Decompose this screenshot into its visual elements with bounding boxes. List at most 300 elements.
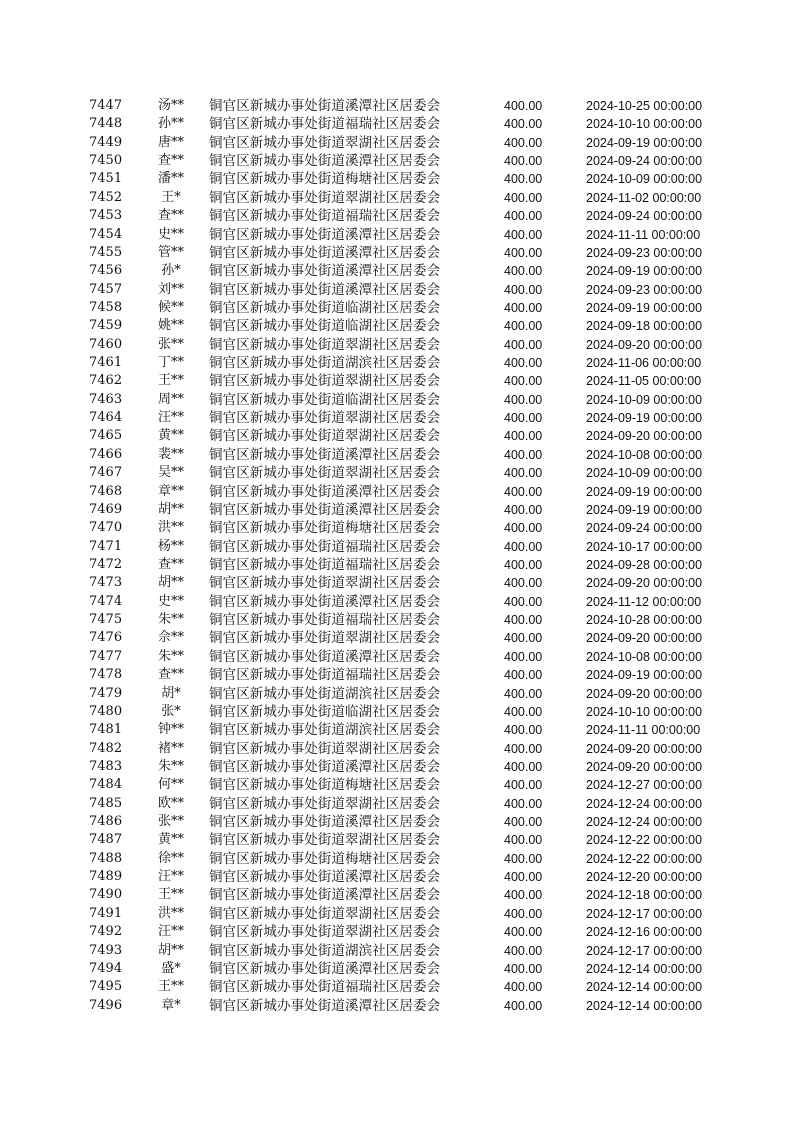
record-id: 7489 [89, 869, 123, 885]
recipient-name: 孙** [157, 116, 184, 132]
amount: 400.00 [504, 447, 543, 462]
recipient-name: 朱** [157, 758, 184, 774]
record-id: 7483 [89, 758, 123, 774]
recipient-name: 汪** [157, 869, 184, 885]
issue-date: 2024-10-17 00:00:00 [586, 539, 703, 554]
table-row [0, 281, 793, 299]
record-id: 7493 [89, 942, 123, 958]
amount: 400.00 [504, 851, 543, 866]
recipient-name: 洪** [157, 520, 184, 536]
table-row [0, 574, 793, 592]
issue-date: 2024-12-17 00:00:00 [586, 906, 703, 921]
recipient-name: 管** [157, 244, 184, 260]
community-committee: 铜官区新城办事处街道溪潭社区居委会 [209, 98, 441, 114]
community-committee: 铜官区新城办事处街道湖滨社区居委会 [209, 942, 441, 959]
record-id: 7478 [89, 667, 123, 683]
issue-date: 2024-10-10 00:00:00 [586, 117, 703, 132]
amount: 400.00 [504, 925, 543, 940]
amount: 400.00 [504, 759, 543, 774]
community-committee: 铜官区新城办事处街道梅塘社区居委会 [209, 850, 441, 867]
recipient-name: 章* [161, 997, 181, 1013]
community-committee: 铜官区新城办事处街道翠湖社区居委会 [209, 905, 441, 922]
amount: 400.00 [504, 833, 543, 848]
community-committee: 铜官区新城办事处街道湖滨社区居委会 [209, 722, 441, 739]
recipient-name: 裴** [157, 446, 184, 462]
amount: 400.00 [504, 484, 543, 499]
record-id: 7481 [89, 722, 123, 738]
table-row [0, 170, 793, 188]
table-row [0, 740, 793, 758]
community-committee: 铜官区新城办事处街道翠湖社区居委会 [209, 189, 441, 206]
table-row [0, 831, 793, 849]
record-id: 7472 [89, 556, 123, 572]
table-row [0, 850, 793, 868]
record-id: 7457 [89, 281, 123, 297]
amount: 400.00 [504, 649, 543, 664]
recipient-name: 张* [161, 703, 181, 719]
issue-date: 2024-12-14 00:00:00 [586, 980, 703, 995]
recipient-name: 唐** [157, 134, 184, 150]
amount: 400.00 [504, 99, 543, 113]
issue-date: 2024-12-17 00:00:00 [586, 943, 703, 958]
record-id: 7477 [89, 648, 123, 664]
issue-date: 2024-09-19 00:00:00 [586, 411, 703, 426]
amount: 400.00 [504, 466, 543, 481]
community-committee: 铜官区新城办事处街道翠湖社区居委会 [209, 410, 441, 427]
issue-date: 2024-09-20 00:00:00 [586, 631, 703, 646]
recipient-name: 佘** [157, 630, 184, 646]
table-row [0, 244, 793, 262]
table-row [0, 317, 793, 335]
record-id: 7486 [89, 814, 123, 830]
issue-date: 2024-12-18 00:00:00 [586, 888, 703, 903]
issue-date: 2024-09-19 00:00:00 [586, 484, 703, 499]
community-committee: 铜官区新城办事处街道福瑞社区居委会 [209, 538, 441, 555]
issue-date: 2024-09-19 00:00:00 [586, 264, 703, 279]
record-id: 7455 [89, 244, 123, 260]
amount: 400.00 [504, 796, 543, 811]
record-id: 7479 [89, 685, 123, 701]
amount: 400.00 [504, 392, 543, 407]
table-row [0, 886, 793, 904]
table-row [0, 611, 793, 629]
recipient-name: 王** [157, 979, 184, 995]
record-id: 7491 [89, 905, 123, 921]
community-committee: 铜官区新城办事处街道溪潭社区居委会 [209, 483, 441, 500]
issue-date: 2024-09-20 00:00:00 [586, 686, 703, 701]
amount: 400.00 [504, 411, 543, 426]
amount: 400.00 [504, 190, 543, 205]
recipient-name: 洪** [157, 905, 184, 921]
issue-date: 2024-09-24 00:00:00 [586, 521, 703, 536]
record-id: 7453 [89, 208, 123, 224]
table-row [0, 923, 793, 941]
issue-date: 2024-10-08 00:00:00 [586, 447, 703, 462]
record-id: 7471 [89, 538, 123, 554]
record-id: 7468 [89, 483, 123, 499]
community-committee: 铜官区新城办事处街道翠湖社区居委会 [209, 795, 441, 812]
amount: 400.00 [504, 870, 543, 885]
issue-date: 2024-10-09 00:00:00 [586, 172, 703, 187]
amount: 400.00 [504, 576, 543, 591]
recipient-name: 史** [157, 226, 184, 242]
record-id: 7488 [89, 850, 123, 866]
community-committee: 铜官区新城办事处街道翠湖社区居委会 [209, 924, 441, 941]
community-committee: 铜官区新城办事处街道湖滨社区居委会 [209, 355, 441, 372]
record-id: 7475 [89, 612, 123, 628]
amount: 400.00 [504, 906, 543, 921]
issue-date: 2024-09-19 00:00:00 [586, 300, 703, 315]
community-committee: 铜官区新城办事处街道溪潭社区居委会 [209, 869, 441, 886]
record-id: 7456 [89, 263, 123, 279]
community-committee: 铜官区新城办事处街道溪潭社区居委会 [209, 281, 441, 298]
amount: 400.00 [504, 686, 543, 701]
community-committee: 铜官区新城办事处街道福瑞社区居委会 [209, 208, 441, 225]
recipient-name: 查** [157, 667, 184, 683]
recipient-name: 刘** [157, 281, 184, 297]
community-committee: 铜官区新城办事处街道福瑞社区居委会 [209, 979, 441, 996]
community-committee: 铜官区新城办事处街道临湖社区居委会 [209, 391, 441, 408]
table-row [0, 464, 793, 482]
community-committee: 铜官区新城办事处街道溪潭社区居委会 [209, 887, 441, 904]
recipient-name: 胡** [157, 501, 184, 517]
record-id: 7495 [89, 979, 123, 995]
community-committee: 铜官区新城办事处街道溪潭社区居委会 [209, 263, 441, 280]
recipient-name: 徐** [157, 850, 184, 866]
table-row [0, 593, 793, 611]
amount: 400.00 [504, 245, 543, 260]
record-id: 7485 [89, 795, 123, 811]
amount: 400.00 [504, 337, 543, 352]
table-row [0, 538, 793, 556]
community-committee: 铜官区新城办事处街道溪潭社区居委会 [209, 997, 441, 1014]
issue-date: 2024-11-11 00:00:00 [586, 723, 701, 738]
recipient-name: 候** [157, 299, 184, 315]
recipient-name: 史** [157, 593, 184, 609]
record-id: 7494 [89, 960, 123, 976]
table-row [0, 776, 793, 794]
table-row [0, 226, 793, 244]
community-committee: 铜官区新城办事处街道溪潭社区居委会 [209, 226, 441, 243]
table-row [0, 721, 793, 739]
issue-date: 2024-09-28 00:00:00 [586, 557, 703, 572]
table-row [0, 336, 793, 354]
table-row [0, 685, 793, 703]
table-row [0, 813, 793, 831]
table-row [0, 427, 793, 445]
table-row [0, 905, 793, 923]
recipient-name: 张** [157, 814, 184, 830]
recipient-name: 黄** [157, 428, 184, 444]
recipient-name: 查** [157, 556, 184, 572]
record-id: 7448 [89, 116, 123, 132]
amount: 400.00 [504, 943, 543, 958]
community-committee: 铜官区新城办事处街道翠湖社区居委会 [209, 336, 441, 353]
amount: 400.00 [504, 374, 543, 389]
issue-date: 2024-12-22 00:00:00 [586, 851, 703, 866]
issue-date: 2024-10-10 00:00:00 [586, 704, 703, 719]
table-row [0, 648, 793, 666]
table-row [0, 501, 793, 519]
community-committee: 铜官区新城办事处街道翠湖社区居委会 [209, 373, 441, 390]
record-id: 7460 [89, 336, 123, 352]
amount: 400.00 [504, 209, 543, 224]
record-id: 7447 [89, 98, 123, 113]
recipient-name: 查** [157, 153, 184, 169]
amount: 400.00 [504, 521, 543, 536]
community-committee: 铜官区新城办事处街道翠湖社区居委会 [209, 575, 441, 592]
amount: 400.00 [504, 668, 543, 683]
issue-date: 2024-12-14 00:00:00 [586, 998, 703, 1013]
community-committee: 铜官区新城办事处街道福瑞社区居委会 [209, 116, 441, 133]
table-row [0, 795, 793, 813]
recipient-name: 王* [161, 189, 181, 205]
issue-date: 2024-09-23 00:00:00 [586, 245, 703, 260]
table-row [0, 372, 793, 390]
issue-date: 2024-11-06 00:00:00 [586, 356, 702, 371]
amount: 400.00 [504, 557, 543, 572]
table-row [0, 446, 793, 464]
table-row [0, 997, 793, 1015]
community-committee: 铜官区新城办事处街道翠湖社区居委会 [209, 740, 441, 757]
record-id: 7467 [89, 465, 123, 481]
recipient-name: 王** [157, 373, 184, 389]
recipient-name: 张** [157, 336, 184, 352]
community-committee: 铜官区新城办事处街道溪潭社区居委会 [209, 446, 441, 463]
issue-date: 2024-12-20 00:00:00 [586, 870, 703, 885]
community-committee: 铜官区新城办事处街道翠湖社区居委会 [209, 630, 441, 647]
record-id: 7451 [89, 171, 123, 187]
community-committee: 铜官区新城办事处街道福瑞社区居委会 [209, 612, 441, 629]
table-row [0, 189, 793, 207]
issue-date: 2024-11-02 00:00:00 [586, 190, 702, 205]
record-id: 7450 [89, 153, 123, 169]
issue-date: 2024-10-08 00:00:00 [586, 649, 703, 664]
recipient-name: 孙* [161, 263, 181, 279]
record-id: 7492 [89, 924, 123, 940]
community-committee: 铜官区新城办事处街道翠湖社区居委会 [209, 465, 441, 482]
issue-date: 2024-09-20 00:00:00 [586, 429, 703, 444]
record-id: 7461 [89, 355, 123, 371]
issue-date: 2024-10-25 00:00:00 [586, 99, 703, 113]
record-id: 7487 [89, 832, 123, 848]
recipient-name: 胡* [161, 685, 181, 701]
record-id: 7454 [89, 226, 123, 242]
recipient-name: 潘** [157, 171, 184, 187]
issue-date: 2024-10-09 00:00:00 [586, 392, 703, 407]
table-row [0, 299, 793, 317]
table-row [0, 703, 793, 721]
table-row [0, 978, 793, 996]
amount: 400.00 [504, 961, 543, 976]
amount: 400.00 [504, 300, 543, 315]
community-committee: 铜官区新城办事处街道梅塘社区居委会 [209, 777, 441, 794]
issue-date: 2024-12-16 00:00:00 [586, 925, 703, 940]
amount: 400.00 [504, 117, 543, 132]
record-id: 7474 [89, 593, 123, 609]
amount: 400.00 [504, 723, 543, 738]
amount: 400.00 [504, 502, 543, 517]
community-committee: 铜官区新城办事处街道翠湖社区居委会 [209, 134, 441, 151]
issue-date: 2024-12-24 00:00:00 [586, 796, 703, 811]
issue-date: 2024-12-14 00:00:00 [586, 961, 703, 976]
amount: 400.00 [504, 154, 543, 169]
community-committee: 铜官区新城办事处街道梅塘社区居委会 [209, 171, 441, 188]
community-committee: 铜官区新城办事处街道溪潭社区居委会 [209, 814, 441, 831]
amount: 400.00 [504, 356, 543, 371]
recipient-name: 钟** [157, 722, 184, 738]
recipient-name: 朱** [157, 648, 184, 664]
record-id: 7463 [89, 391, 123, 407]
issue-date: 2024-09-20 00:00:00 [586, 576, 703, 591]
amount: 400.00 [504, 815, 543, 830]
recipient-name: 姚** [157, 318, 184, 334]
record-id: 7496 [89, 997, 123, 1013]
amount: 400.00 [504, 704, 543, 719]
recipient-name: 黄** [157, 832, 184, 848]
recipient-name: 杨** [157, 538, 184, 554]
recipient-name: 查** [157, 208, 184, 224]
amount: 400.00 [504, 594, 543, 609]
table-row [0, 262, 793, 280]
amount: 400.00 [504, 135, 543, 150]
issue-date: 2024-09-24 00:00:00 [586, 209, 703, 224]
community-committee: 铜官区新城办事处街道溪潭社区居委会 [209, 758, 441, 775]
issue-date: 2024-12-24 00:00:00 [586, 815, 703, 830]
record-id: 7464 [89, 410, 123, 426]
amount: 400.00 [504, 539, 543, 554]
issue-date: 2024-09-18 00:00:00 [586, 319, 703, 334]
recipient-name: 汪** [157, 410, 184, 426]
recipient-name: 胡** [157, 942, 184, 958]
community-committee: 铜官区新城办事处街道溪潭社区居委会 [209, 593, 441, 610]
recipient-name: 汤** [157, 98, 184, 113]
recipient-name: 盛* [161, 960, 181, 976]
table-row [0, 758, 793, 776]
amount: 400.00 [504, 429, 543, 444]
issue-date: 2024-09-20 00:00:00 [586, 741, 703, 756]
record-id: 7482 [89, 740, 123, 756]
table-row [0, 483, 793, 501]
table-row [0, 97, 793, 115]
recipient-name: 何** [157, 777, 184, 793]
recipient-name: 欧** [157, 795, 184, 811]
record-id: 7449 [89, 134, 123, 150]
table-row [0, 354, 793, 372]
community-committee: 铜官区新城办事处街道临湖社区居委会 [209, 703, 441, 720]
amount: 400.00 [504, 282, 543, 297]
amount: 400.00 [504, 888, 543, 903]
table-row [0, 152, 793, 170]
table-row [0, 666, 793, 684]
table-row [0, 556, 793, 574]
record-table [0, 97, 793, 1015]
table-row [0, 960, 793, 978]
recipient-name: 吴** [157, 465, 184, 481]
record-id: 7466 [89, 446, 123, 462]
recipient-name: 朱** [157, 612, 184, 628]
issue-date: 2024-10-09 00:00:00 [586, 466, 703, 481]
record-id: 7462 [89, 373, 123, 389]
community-committee: 铜官区新城办事处街道溪潭社区居委会 [209, 501, 441, 518]
amount: 400.00 [504, 980, 543, 995]
issue-date: 2024-11-12 00:00:00 [586, 594, 702, 609]
issue-date: 2024-09-19 00:00:00 [586, 502, 703, 517]
community-committee: 铜官区新城办事处街道临湖社区居委会 [209, 318, 441, 335]
record-id: 7470 [89, 520, 123, 536]
issue-date: 2024-11-11 00:00:00 [586, 227, 701, 242]
community-committee: 铜官区新城办事处街道翠湖社区居委会 [209, 832, 441, 849]
table-row [0, 868, 793, 886]
table-row [0, 942, 793, 960]
amount: 400.00 [504, 741, 543, 756]
issue-date: 2024-09-23 00:00:00 [586, 282, 703, 297]
table-row [0, 134, 793, 152]
community-committee: 铜官区新城办事处街道湖滨社区居委会 [209, 685, 441, 702]
table-row [0, 519, 793, 537]
amount: 400.00 [504, 227, 543, 242]
community-committee: 铜官区新城办事处街道梅塘社区居委会 [209, 520, 441, 537]
community-committee: 铜官区新城办事处街道溪潭社区居委会 [209, 153, 441, 170]
record-id: 7459 [89, 318, 123, 334]
record-id: 7484 [89, 777, 123, 793]
recipient-name: 丁** [157, 355, 184, 371]
recipient-name: 褚** [157, 740, 184, 756]
issue-date: 2024-10-28 00:00:00 [586, 613, 703, 628]
table-row [0, 409, 793, 427]
community-committee: 铜官区新城办事处街道福瑞社区居委会 [209, 667, 441, 684]
amount: 400.00 [504, 998, 543, 1013]
record-id: 7480 [89, 703, 123, 719]
issue-date: 2024-11-05 00:00:00 [586, 374, 702, 389]
amount: 400.00 [504, 264, 543, 279]
community-committee: 铜官区新城办事处街道溪潭社区居委会 [209, 648, 441, 665]
community-committee: 铜官区新城办事处街道溪潭社区居委会 [209, 244, 441, 261]
issue-date: 2024-09-19 00:00:00 [586, 135, 703, 150]
table-row [0, 207, 793, 225]
table-row [0, 115, 793, 133]
issue-date: 2024-12-27 00:00:00 [586, 778, 703, 793]
issue-date: 2024-09-24 00:00:00 [586, 154, 703, 169]
community-committee: 铜官区新城办事处街道福瑞社区居委会 [209, 556, 441, 573]
recipient-name: 王** [157, 887, 184, 903]
record-id: 7458 [89, 299, 123, 315]
issue-date: 2024-12-22 00:00:00 [586, 833, 703, 848]
community-committee: 铜官区新城办事处街道翠湖社区居委会 [209, 428, 441, 445]
community-committee: 铜官区新城办事处街道溪潭社区居委会 [209, 960, 441, 977]
community-committee: 铜官区新城办事处街道临湖社区居委会 [209, 299, 441, 316]
issue-date: 2024-09-19 00:00:00 [586, 668, 703, 683]
table-row [0, 629, 793, 647]
record-id: 7476 [89, 630, 123, 646]
record-id: 7473 [89, 575, 123, 591]
issue-date: 2024-09-20 00:00:00 [586, 337, 703, 352]
amount: 400.00 [504, 631, 543, 646]
recipient-name: 胡** [157, 575, 184, 591]
recipient-name: 章** [157, 483, 184, 499]
record-id: 7452 [89, 189, 123, 205]
table-row [0, 391, 793, 409]
recipient-name: 周** [157, 391, 184, 407]
record-id: 7469 [89, 501, 123, 517]
record-id: 7490 [89, 887, 123, 903]
recipient-name: 汪** [157, 924, 184, 940]
amount: 400.00 [504, 319, 543, 334]
amount: 400.00 [504, 613, 543, 628]
amount: 400.00 [504, 778, 543, 793]
amount: 400.00 [504, 172, 543, 187]
record-id: 7465 [89, 428, 123, 444]
